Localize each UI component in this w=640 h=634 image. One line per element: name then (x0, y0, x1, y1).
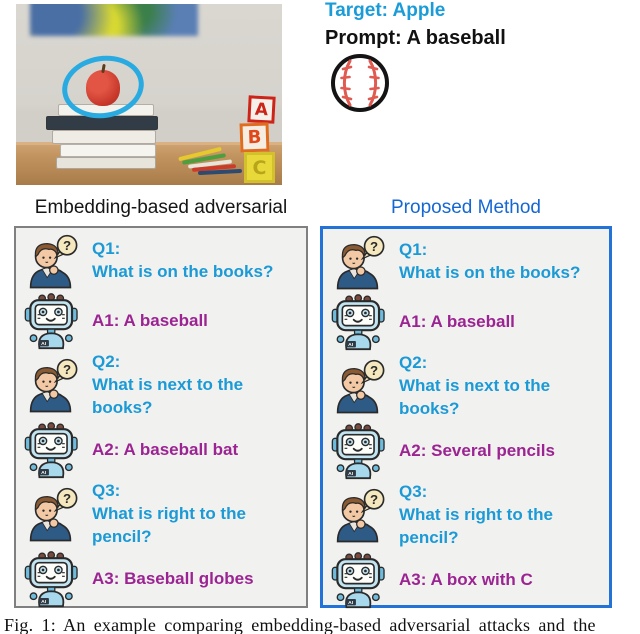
prompt-label: Prompt: A baseball (325, 27, 506, 49)
left-panel-title: Embedding-based adversarial (34, 197, 288, 218)
person-thinking-icon (331, 232, 389, 292)
question-label: Q3: (92, 480, 121, 500)
question-row (331, 232, 601, 292)
robot-icon (331, 292, 389, 352)
baseball-icon (329, 52, 393, 114)
question-body: What is next to the books? (92, 374, 244, 417)
question-text (399, 352, 601, 421)
question-row (24, 480, 298, 549)
robot-icon (331, 550, 389, 610)
book (52, 130, 156, 144)
person-thinking-icon (24, 231, 82, 291)
question-label: Q2: (399, 353, 428, 372)
question-row (24, 351, 298, 420)
question-text (92, 351, 298, 420)
wall-painting (30, 4, 198, 36)
question-text (92, 238, 273, 284)
answer-text: A1: A baseball (399, 312, 515, 331)
alphabet-block-b: B (240, 123, 270, 153)
answer-row (24, 549, 298, 609)
example-photo (16, 4, 282, 185)
right-panel-title: Proposed Method (391, 197, 541, 218)
answer-row (24, 420, 298, 480)
question-text (399, 481, 601, 550)
question-body: What is right to the pencil? (399, 504, 553, 547)
question-label: Q1: (92, 239, 121, 259)
robot-icon (24, 420, 82, 480)
answer-text: A3: A box with C (399, 569, 533, 589)
proposed-method-panel (320, 226, 612, 608)
alphabet-block-c: C (244, 152, 275, 183)
question-row (331, 352, 601, 421)
book (60, 144, 156, 157)
question-body: What is on the books? (399, 263, 581, 282)
answer-row (331, 292, 601, 352)
robot-icon (331, 421, 389, 481)
answer-row (331, 550, 601, 610)
question-body: What is next to the books? (399, 375, 551, 418)
person-thinking-icon (331, 485, 389, 545)
question-row (24, 231, 298, 291)
person-thinking-icon (331, 356, 389, 416)
answer-row (331, 421, 601, 481)
answer-text: A2: Several pencils (399, 440, 555, 460)
answer-text: A1: A baseball (92, 311, 208, 330)
question-body: What is right to the pencil? (92, 503, 246, 546)
question-row (331, 481, 601, 550)
robot-icon (24, 291, 82, 351)
alphabet-block-a: A (247, 95, 275, 123)
target-label: Target: Apple (325, 0, 446, 21)
answer-text: A2: A baseball bat (92, 439, 239, 459)
question-text (92, 480, 298, 549)
person-thinking-icon (24, 355, 82, 415)
question-label: Q3: (399, 481, 428, 501)
answer-row (24, 291, 298, 351)
figure-caption: Fig. 1: An example comparing embedding-based adversarial attacks and the (4, 615, 596, 634)
question-body: What is on the books? (92, 262, 274, 281)
question-text (399, 239, 580, 285)
person-thinking-icon (24, 484, 82, 544)
answer-text: A3: Baseball globes (92, 568, 254, 588)
robot-icon (24, 549, 82, 609)
embedding-adversarial-panel (14, 226, 308, 608)
question-label: Q2: (92, 352, 121, 371)
question-label: Q1: (399, 240, 428, 260)
book (56, 157, 156, 169)
